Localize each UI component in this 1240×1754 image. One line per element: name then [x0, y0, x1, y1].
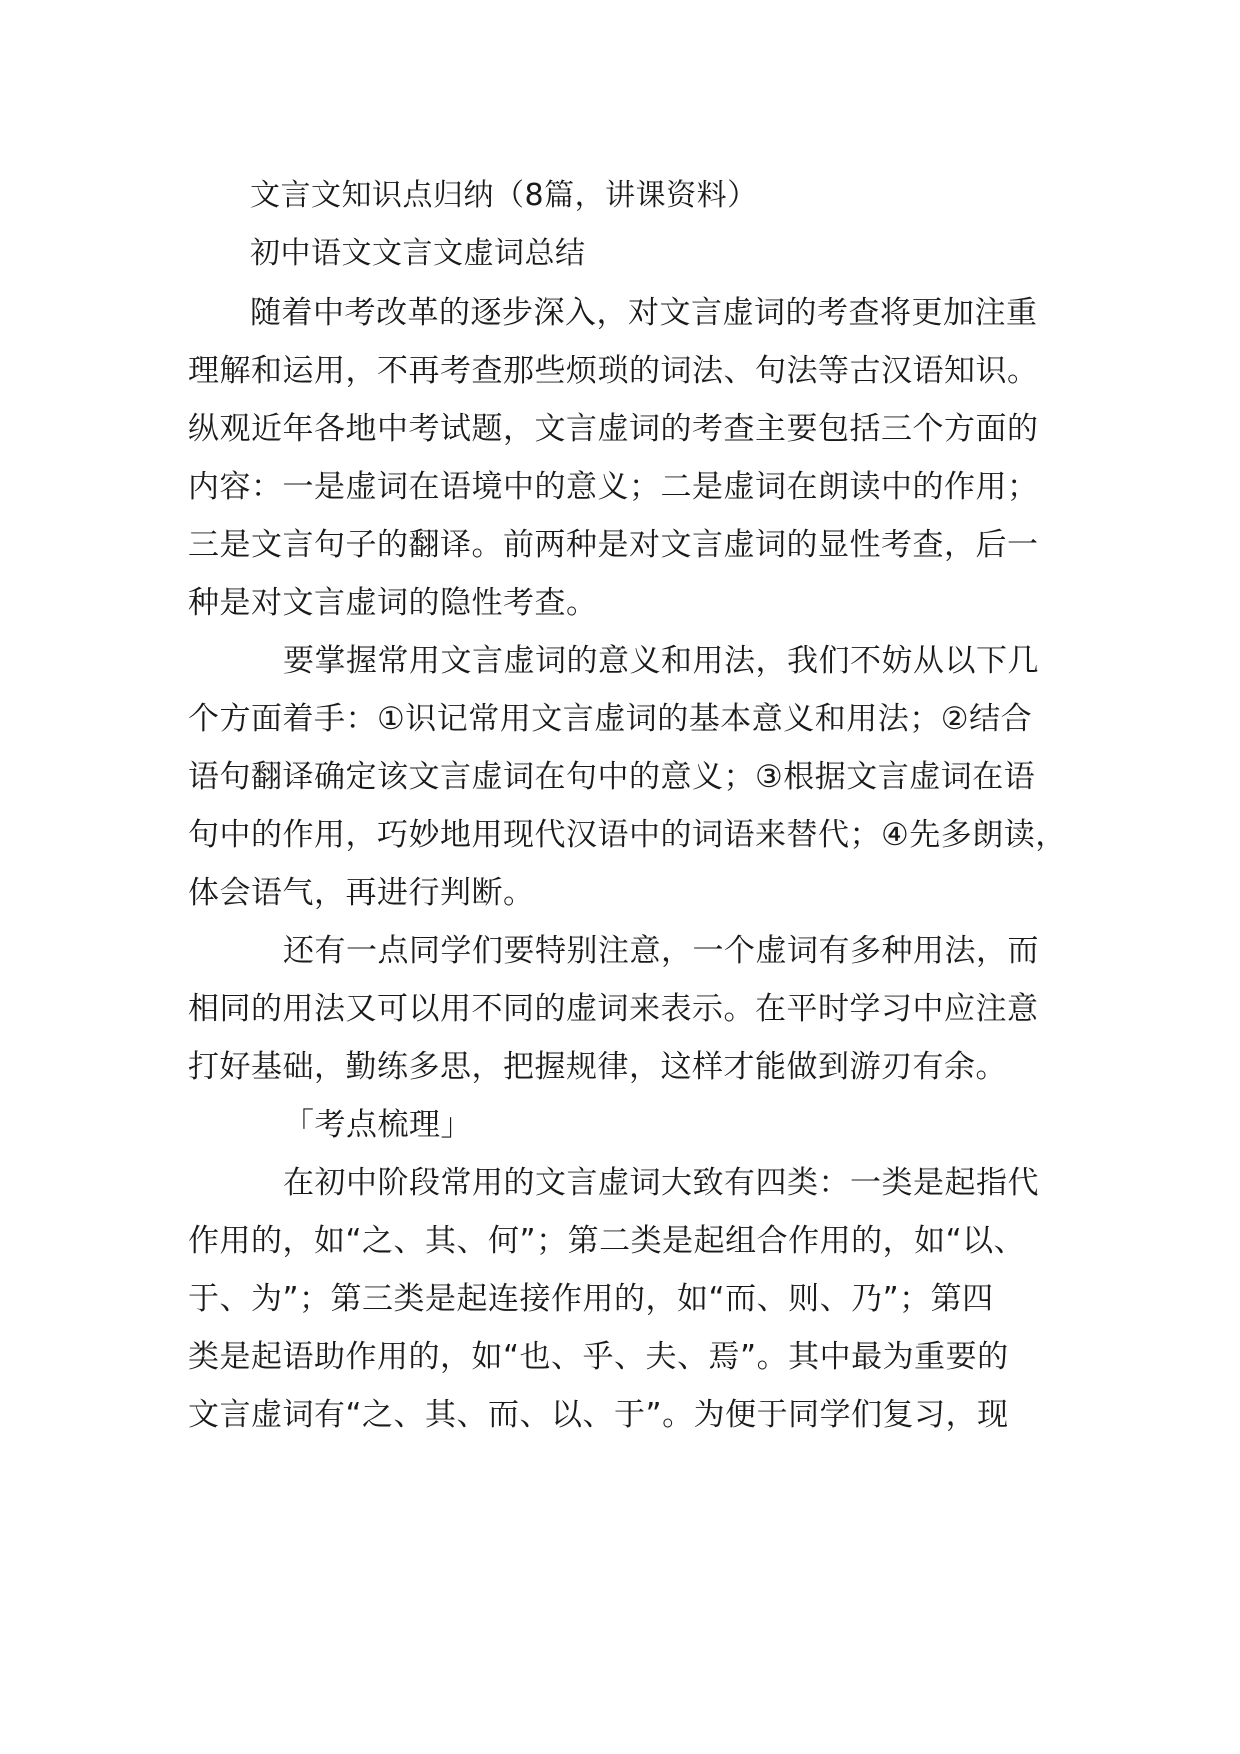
paragraph-line: 类是起语助作用的，如“也、乎、夫、焉”。其中最为重要的	[188, 1339, 1009, 1375]
paragraph-line: 作用的，如“之、其、何”；第二类是起组合作用的，如“以、	[188, 1223, 1026, 1259]
paragraph-line: 打好基础，勤练多思，把握规律，这样才能做到游刃有余。	[188, 1049, 1007, 1085]
paragraph-line: 个方面着手：①识记常用文言虚词的基本意义和用法；②结合	[188, 701, 1033, 737]
paragraph-line: 相同的用法又可以用不同的虚词来表示。在平时学习中应注意	[188, 991, 1039, 1027]
paragraph-line: 在初中阶段常用的文言虚词大致有四类：一类是起指代	[283, 1165, 1039, 1201]
paragraph-line: 文言虚词有“之、其、而、以、于”。为便于同学们复习，现	[188, 1397, 1009, 1433]
paragraph-line: 三是文言句子的翻译。前两种是对文言虚词的显性考查，后一	[188, 527, 1039, 563]
paragraph-line: 体会语气，再进行判断。	[188, 875, 535, 911]
paragraph-line: 于、为”；第三类是起连接作用的，如“而、则、乃”；第四	[188, 1281, 994, 1317]
paragraph-line: 理解和运用，不再考查那些烦琐的词法、句法等古汉语知识。	[188, 353, 1039, 389]
document-title: 文言文知识点归纳（8篇，讲课资料）	[250, 178, 758, 213]
paragraph-line: 种是对文言虚词的隐性考查。	[188, 585, 598, 621]
document-subtitle: 初中语文文言文虚词总结	[250, 236, 586, 271]
paragraph-line: 语句翻译确定该文言虚词在句中的意义；③根据文言虚词在语	[188, 759, 1036, 795]
paragraph-line: 句中的作用，巧妙地用现代汉语中的词语来替代；④先多朗读，	[188, 817, 1067, 853]
paragraph-line: 还有一点同学们要特别注意，一个虚词有多种用法，而	[283, 933, 1039, 969]
paragraph-line: 纵观近年各地中考试题，文言虚词的考查主要包括三个方面的	[188, 411, 1039, 447]
paragraph-line: 内容：一是虚词在语境中的意义；二是虚词在朗读中的作用；	[188, 469, 1039, 505]
section-heading: 「考点梳理」	[283, 1107, 472, 1143]
paragraph-line: 要掌握常用文言虚词的意义和用法，我们不妨从以下几	[283, 643, 1039, 679]
paragraph-line: 随着中考改革的逐步深入，对文言虚词的考查将更加注重	[250, 295, 1038, 331]
